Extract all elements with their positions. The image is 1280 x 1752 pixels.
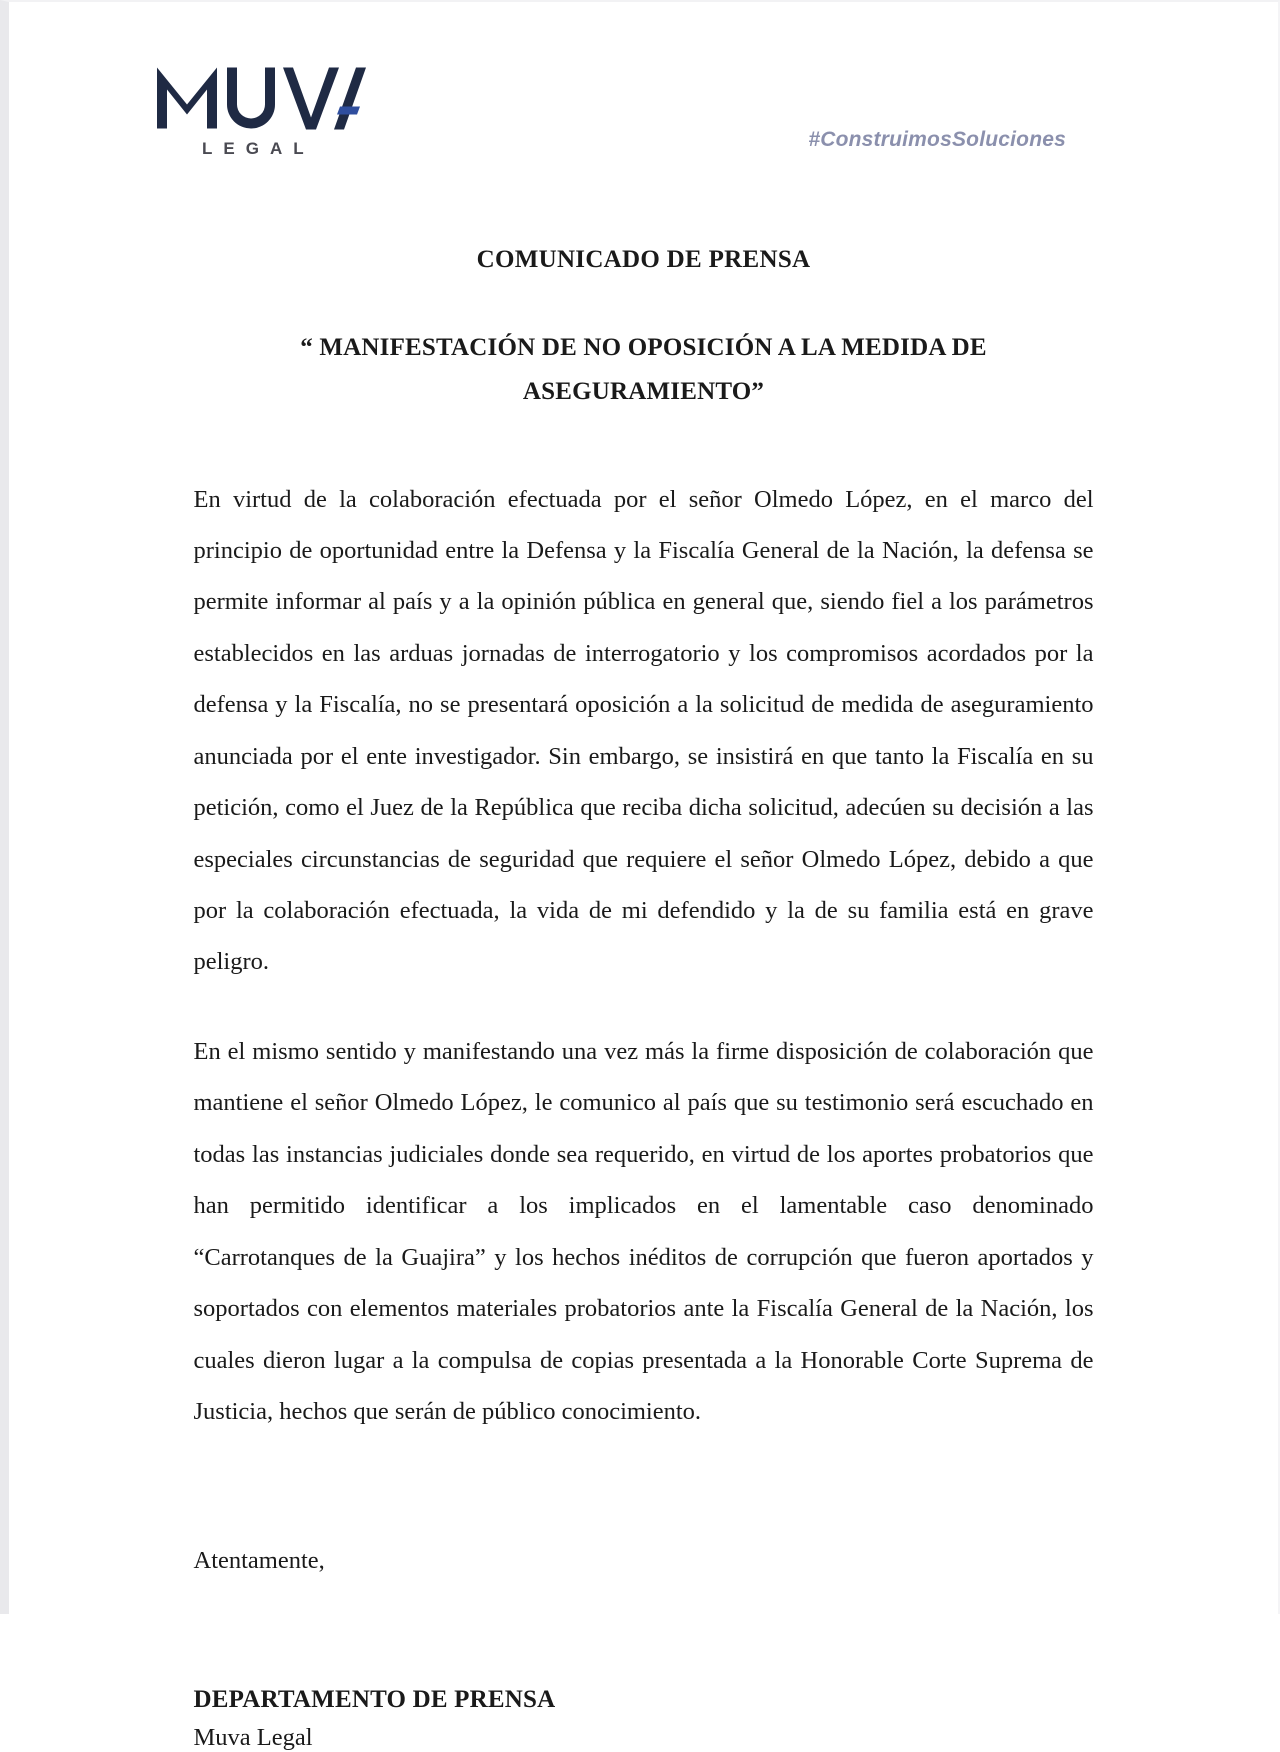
logo-subtitle: LEGAL	[202, 139, 315, 158]
signoff-details	[194, 1581, 1094, 1752]
muva-wordmark-icon	[154, 57, 369, 135]
body-paragraph: En virtud de la colaboración efectuada por el señor Olmedo López, en el marco del principio de oportunidad entre la Defensa y la Fiscalía General de la Nación, la defensa se permite informar al país y a la opinión pública en general que, siendo fiel a los parámetros establecidos en las arduas jornadas de interrogatorio y los compromisos acordados por la defensa y la Fiscalía, no se presentará oposición a la solicitud de medida de aseguramiento anunciada por el ente investigador. Sin embargo, se insistirá en que tanto la Fiscalía en su petición, como el Juez de la República que reciba dicha solicitud, adecúen su decisión a las especiales circunstancias de seguridad que requiere el señor Olmedo López, debido a que por la colaboración efectuada, la vida de mi defendido y la de su familia está en grave peligro.	[193, 485, 1094, 976]
document-titles	[179, 246, 1109, 414]
signoff-firm: Muva Legal	[193, 1723, 313, 1751]
page-title: COMUNICADO DE PRENSA	[476, 246, 811, 273]
muva-legal-logo	[154, 57, 384, 159]
document-header	[9, 2, 1278, 202]
signature-block	[194, 1475, 1094, 1751]
company-tagline: #ConstruimosSoluciones	[808, 128, 1066, 151]
document-body	[194, 414, 1094, 1438]
page-subtitle: “ MANIFESTACIÓN DE NO OPOSICIÓN A LA MEDIDA DE ASEGURAMIENTO”	[300, 334, 987, 405]
signoff-department: DEPARTAMENTO DE PRENSA	[193, 1685, 556, 1713]
body-paragraph: En el mismo sentido y manifestando una vez más la firme disposición de colaboración que mantiene el señor Olmedo López, le comunico al país que su testimonio será escuchado en todas las instancias judiciales donde sea requerido, en virtud de los aportes probatorios que han permitido identificar a los implicados en el lamentable caso denominado “Carrotanques de la Guajira” y los hechos inéditos de corrupción que fueron aportados y soportados con elementos materiales probatorios ante la Fiscalía General de la Nación, los cuales dieron lugar a la compulsa de copias presentada a la Honorable Corte Suprema de Justicia, hechos que serán de público conocimiento.	[193, 1037, 1094, 1425]
signoff-greeting: Atentamente,	[193, 1547, 325, 1575]
